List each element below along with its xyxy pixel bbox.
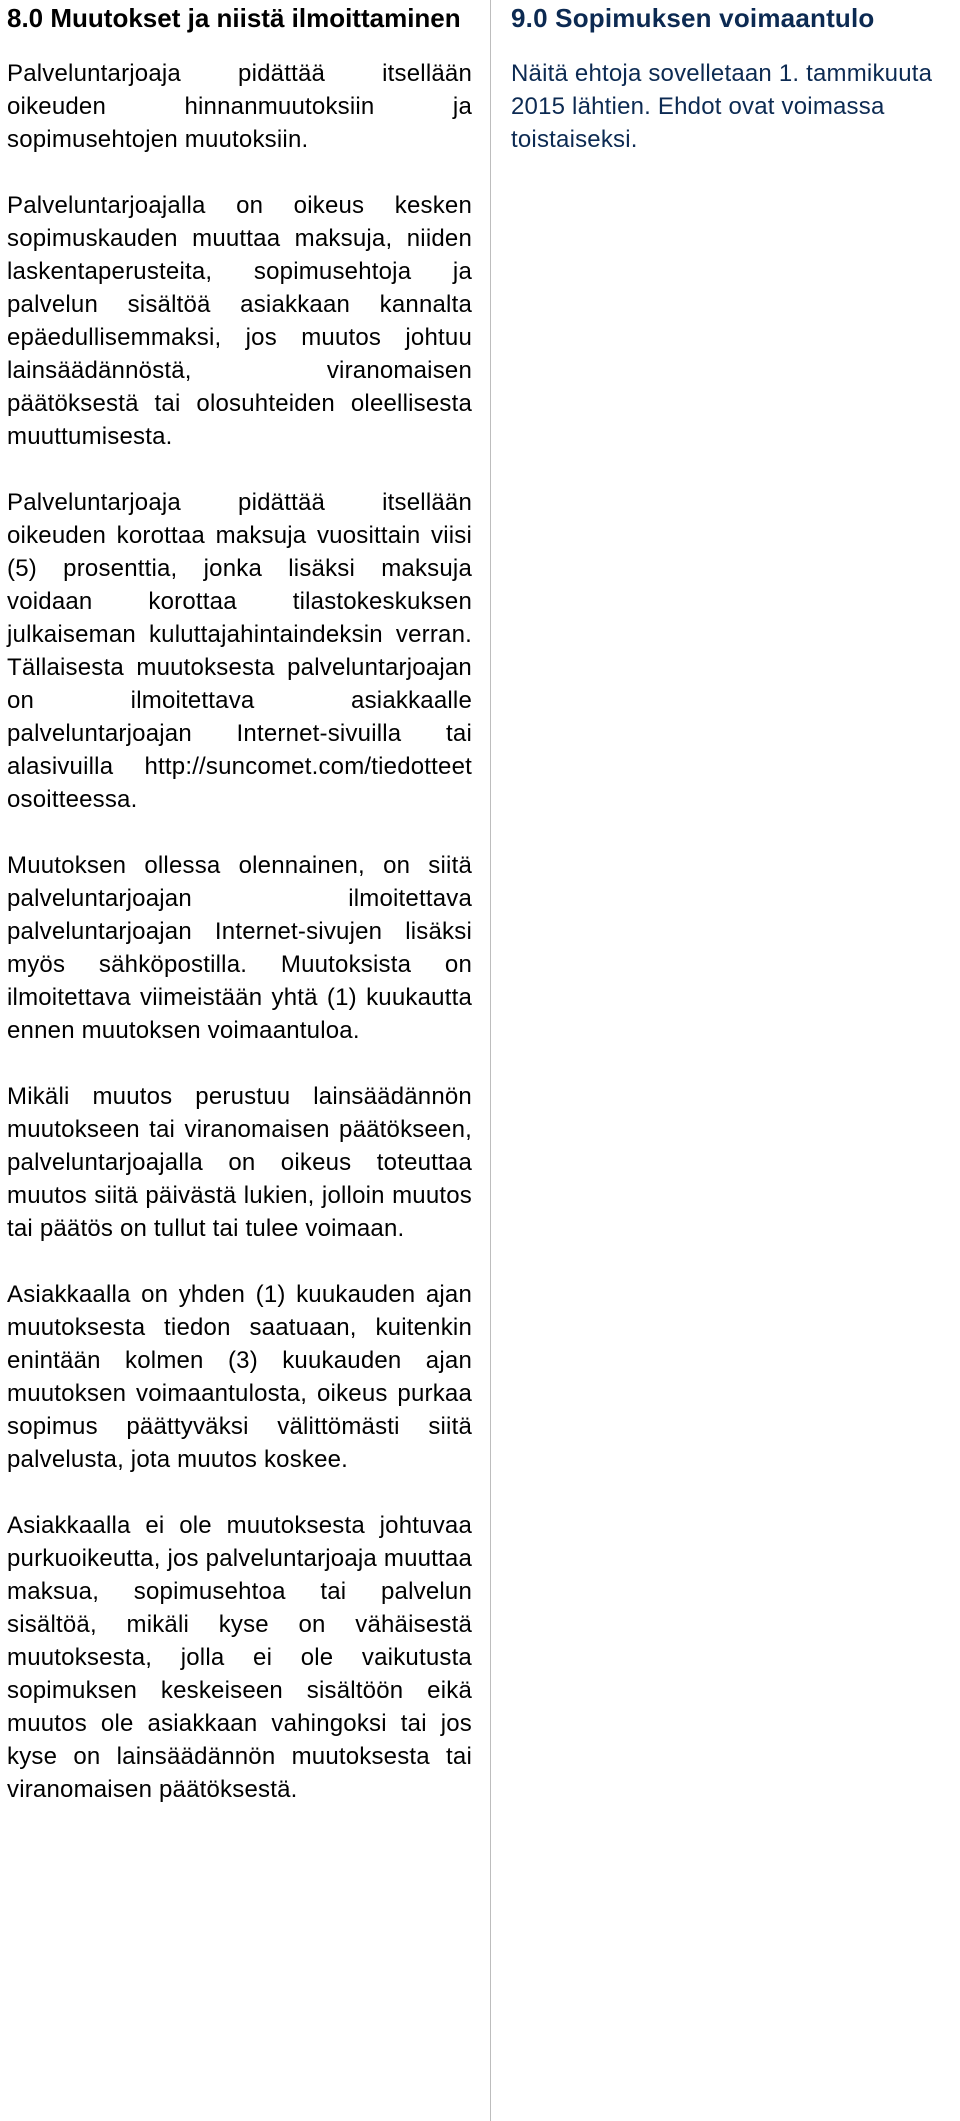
paragraph: Muutoksen ollessa olennainen, on siitä palveluntarjoajan ilmoitettava palveluntarjoajan Internet-sivujen lisäksi myös sähköpostilla. Muutoksista on ilmoitettava viimeistään yhtä (1) kuukautta ennen muutoksen voimaantuloa.	[7, 852, 472, 1044]
right-column	[511, 0, 946, 189]
paragraph: Mikäli muutos perustuu lainsäädännön muutokseen tai viranomaisen päätökseen, palveluntarjoajalla on oikeus toteuttaa muutos siitä päivästä lukien, jolloin muutos tai päätös on tullut tai tulee voimaan.	[7, 1083, 472, 1242]
section-heading-effective: 9.0 Sopimuksen voimaantulo	[511, 3, 875, 33]
paragraph: Asiakkaalla ei ole muutoksesta johtuvaa purkuoikeutta, jos palveluntarjoaja muuttaa maksua, sopimusehtoa tai palvelun sisältöä, mikäli kyse on vähäisestä muutoksesta, jolla ei ole vaikutusta sopimuksen keskeiseen sisältöön eikä muutos ole asiakkaan vahingoksi tai jos kyse on lainsäädännön muutoksesta tai viranomaisen päätöksestä.	[7, 1512, 472, 1803]
paragraph: Näitä ehtoja sovelletaan 1. tammikuuta 2015 lähtien. Ehdot ovat voimassa toistaiseksi.	[511, 60, 933, 153]
paragraph: Asiakkaalla on yhden (1) kuukauden ajan muutoksesta tiedon saatuaan, kuitenkin enintään kolmen (3) kuukauden ajan muutoksen voimaantulosta, oikeus purkaa sopimus päättyväksi välittömästi siitä palvelusta, jota muutos koskee.	[7, 1281, 472, 1473]
paragraph: Palveluntarjoaja pidättää itsellään oikeuden korottaa maksuja vuosittain viisi (5) prosenttia, jonka lisäksi maksuja voidaan korottaa tilastokeskuksen julkaiseman kuluttajahintaindeksin verran. Tällaisesta muutoksesta palveluntarjoajan on ilmoitettava asiakkaalle palveluntarjoajan Internet-sivuilla tai alasivuilla http://suncomet.com/tiedotteet osoitteessa.	[7, 489, 472, 813]
paragraph: Palveluntarjoajalla on oikeus kesken sopimuskauden muuttaa maksuja, niiden laskentaperusteita, sopimusehtoja ja palvelun sisältöä asiakkaan kannalta epäedullisemmaksi, jos muutos johtuu lainsäädännöstä, viranomaisen päätöksestä tai olosuhteiden oleellisesta muuttumisesta.	[7, 192, 472, 450]
paragraph: Palveluntarjoaja pidättää itsellään oikeuden hinnanmuutoksiin ja sopimusehtojen muutoksiin.	[7, 60, 472, 153]
left-column	[7, 0, 472, 1839]
section-heading-changes: 8.0 Muutokset ja niistä ilmoittaminen	[7, 3, 461, 33]
column-divider	[490, 0, 491, 2121]
